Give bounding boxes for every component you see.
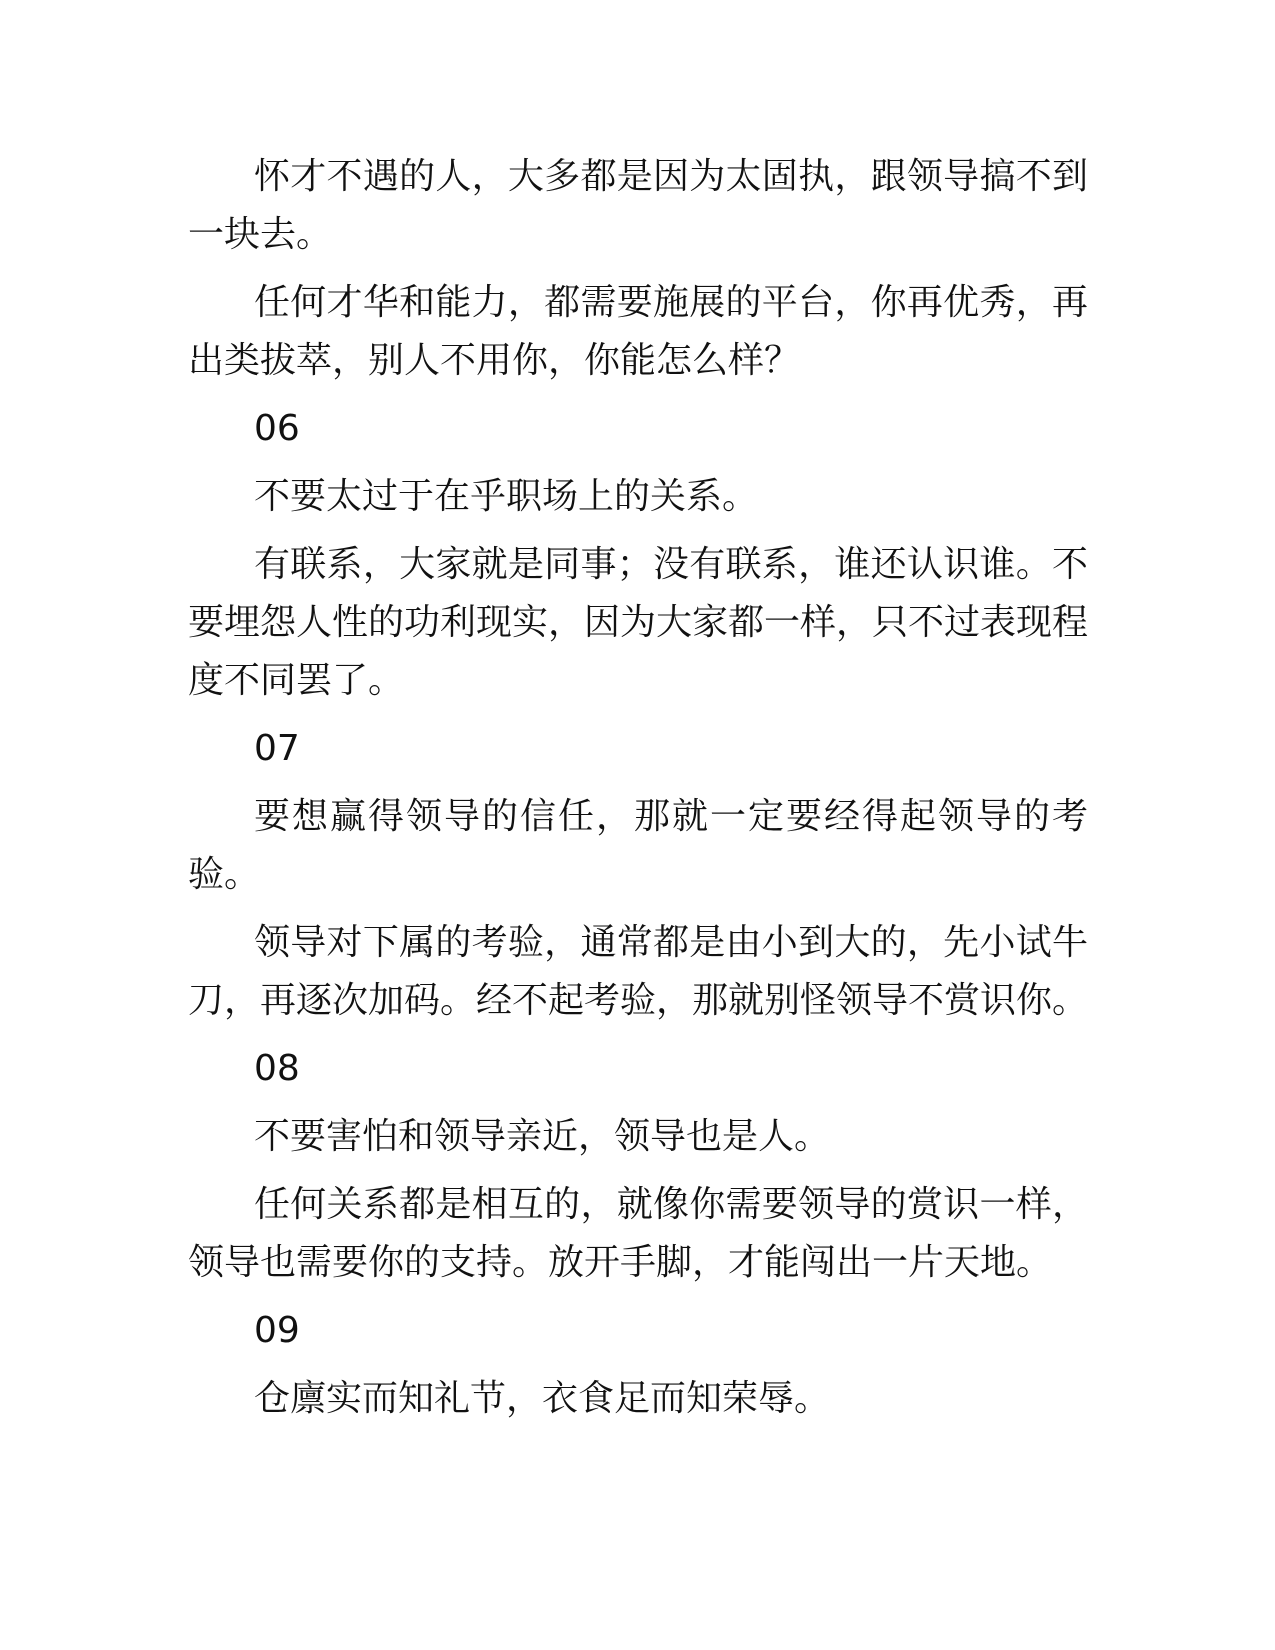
section-number: 07 xyxy=(254,728,300,769)
section-number: 06 xyxy=(254,408,300,449)
paragraph: 任何关系都是相互的，就像你需要领导的赏识一样，领导也需要你的支持。放开手脚，才能闯出一片天地。 xyxy=(188,1184,1088,1283)
document-page xyxy=(188,148,1088,1438)
paragraph: 有联系，大家就是同事；没有联系，谁还认识谁。不要埋怨人性的功利现实，因为大家都一样，只不过表现程度不同罢了。 xyxy=(188,544,1089,701)
paragraph: 要想赢得领导的信任，那就一定要经得起领导的考验。 xyxy=(188,796,1088,895)
paragraph: 仓廪实而知礼节，衣食足而知荣辱。 xyxy=(254,1378,831,1419)
section-number: 08 xyxy=(254,1048,300,1089)
paragraph: 任何才华和能力，都需要施展的平台，你再优秀，再出类拔萃，别人不用你，你能怎么样？ xyxy=(188,282,1088,381)
paragraph: 怀才不遇的人，大多都是因为太固执，跟领导搞不到一块去。 xyxy=(188,156,1088,255)
paragraph: 不要太过于在乎职场上的关系。 xyxy=(254,476,759,517)
section-number: 09 xyxy=(254,1310,300,1351)
paragraph: 不要害怕和领导亲近，领导也是人。 xyxy=(254,1116,831,1157)
paragraph: 领导对下属的考验，通常都是由小到大的，先小试牛刀，再逐次加码。经不起考验，那就别怪领导不赏识你。 xyxy=(188,922,1089,1021)
